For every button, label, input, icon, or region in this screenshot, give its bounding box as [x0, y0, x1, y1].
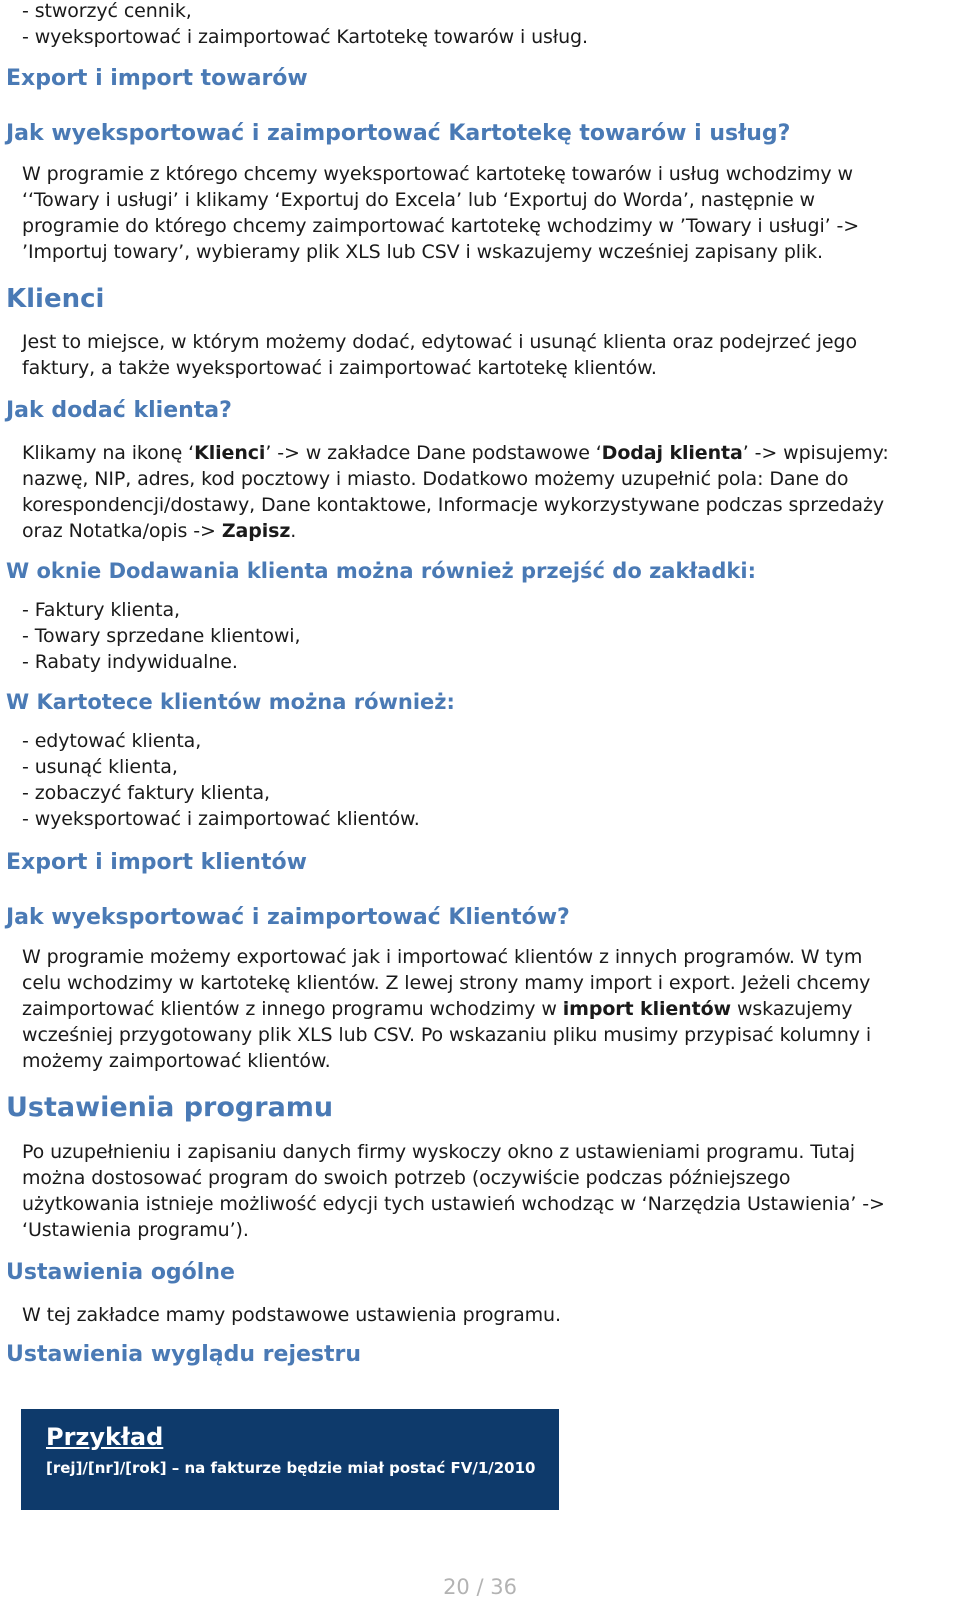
paragraph-line: Jest to miejsce, w którym możemy dodać, edytować i usunąć klienta oraz podejrzeć jego [22, 331, 857, 353]
list-item: - edytować klienta, [22, 730, 202, 752]
subheading-client-file: W Kartotece klientów można również: [6, 690, 455, 714]
text-span: . [290, 520, 297, 542]
paragraph-line: faktury, a także wyeksportować i zaimportować kartotekę klientów. [22, 357, 657, 379]
subheading-general-settings: Ustawienia ogólne [6, 1260, 235, 1285]
question-heading-export-clients: Jak wyeksportować i zaimportować Klientów? [6, 905, 570, 930]
bold-term-add-client: Dodaj klienta [601, 442, 743, 464]
paragraph-line: możemy zaimportować klientów. [22, 1050, 331, 1072]
paragraph-line: ‘‘Towary i usługi’ i klikamy ‘Exportuj do Excela’ lub ‘Exportuj do Worda’, następnie w [22, 189, 815, 211]
bold-term-save: Zapisz [221, 520, 291, 542]
list-item: - stworzyć cennik, [22, 0, 192, 22]
section-heading-export-clients: Export i import klientów [6, 850, 307, 875]
question-heading-export-goods: Jak wyeksportować i zaimportować Kartotekę towarów i usług? [6, 121, 791, 146]
paragraph-line: ’Importuj towary’, wybieramy plik XLS lub CSV i wskazujemy wcześniej zapisany plik. [22, 241, 824, 263]
section-heading-clients: Klienci [6, 284, 105, 314]
bold-term-import-clients: import klientów [562, 998, 731, 1020]
subheading-add-client: Jak dodać klienta? [6, 398, 232, 423]
list-item: - wyeksportować i zaimportować klientów. [22, 808, 420, 830]
example-text: [rej]/[nr]/[rok] – na fakturze będzie miał postać FV/1/2010 [46, 1459, 536, 1477]
paragraph-line [22, 996, 852, 1022]
list-item: - Rabaty indywidualne. [22, 651, 238, 673]
list-item: - Faktury klienta, [22, 599, 180, 621]
list-item: - zobaczyć faktury klienta, [22, 782, 270, 804]
paragraph-line: W tej zakładce mamy podstawowe ustawienia programu. [22, 1304, 561, 1326]
list-item: - wyeksportować i zaimportować Kartotekę towarów i usług. [22, 26, 588, 48]
text-span: ’ -> w zakładce Dane podstawowe ‘ [265, 442, 602, 464]
text-span: wskazujemy [731, 998, 853, 1020]
paragraph-line: użytkowania istnieje możliwość edycji tych ustawień wchodząc w ‘Narzędzia Ustawienia’ -> [22, 1193, 885, 1215]
paragraph-line: W programie z którego chcemy wyeksportować kartotekę towarów i usług wchodzimy w [22, 163, 853, 185]
paragraph-line [22, 518, 296, 544]
page-number: 20 / 36 [443, 1575, 517, 1599]
subheading-add-window: W oknie Dodawania klienta można również przejść do zakładki: [6, 559, 756, 583]
bold-term-clients: Klienci [194, 442, 266, 464]
subheading-register-settings: Ustawienia wyglądu rejestru [6, 1342, 362, 1367]
paragraph-line [22, 440, 889, 466]
list-item: - usunąć klienta, [22, 756, 178, 778]
paragraph-line: wcześniej przygotowany plik XLS lub CSV. Po wskazaniu pliku musimy przypisać kolumny i [22, 1024, 872, 1046]
text-span: ’ -> wpisujemy: [742, 442, 889, 464]
example-title: Przykład [46, 1423, 164, 1451]
section-heading-export-goods: Export i import towarów [6, 66, 308, 91]
paragraph-line: programie do którego chcemy zaimportować kartotekę wchodzimy w ’Towary i usługi’ -> [22, 215, 860, 237]
text-span: zaimportować klientów z innego programu wchodzimy w [22, 998, 563, 1020]
list-item: - Towary sprzedane klientowi, [22, 625, 301, 647]
paragraph-line: ‘Ustawienia programu’). [22, 1219, 249, 1241]
paragraph-line: korespondencji/dostawy, Dane kontaktowe, Informacje wykorzystywane podczas sprzedaży [22, 494, 884, 516]
paragraph-line: W programie możemy exportować jak i importować klientów z innych programów. W tym [22, 946, 863, 968]
text-span: Klikamy na ikonę ‘ [22, 442, 195, 464]
paragraph-line: nazwę, NIP, adres, kod pocztowy i miasto. Dodatkowo możemy uzupełnić pola: Dane do [22, 468, 849, 490]
paragraph-line: można dostosować program do swoich potrzeb (oczywiście podczas późniejszego [22, 1167, 791, 1189]
paragraph-line: celu wchodzimy w kartotekę klientów. Z lewej strony mamy import i export. Jeżeli chcemy [22, 972, 871, 994]
section-heading-settings: Ustawienia programu [6, 1092, 334, 1123]
example-box [21, 1409, 559, 1510]
text-span: oraz Notatka/opis -> [22, 520, 222, 542]
paragraph-line: Po uzupełnieniu i zapisaniu danych firmy wyskoczy okno z ustawieniami programu. Tutaj [22, 1141, 855, 1163]
